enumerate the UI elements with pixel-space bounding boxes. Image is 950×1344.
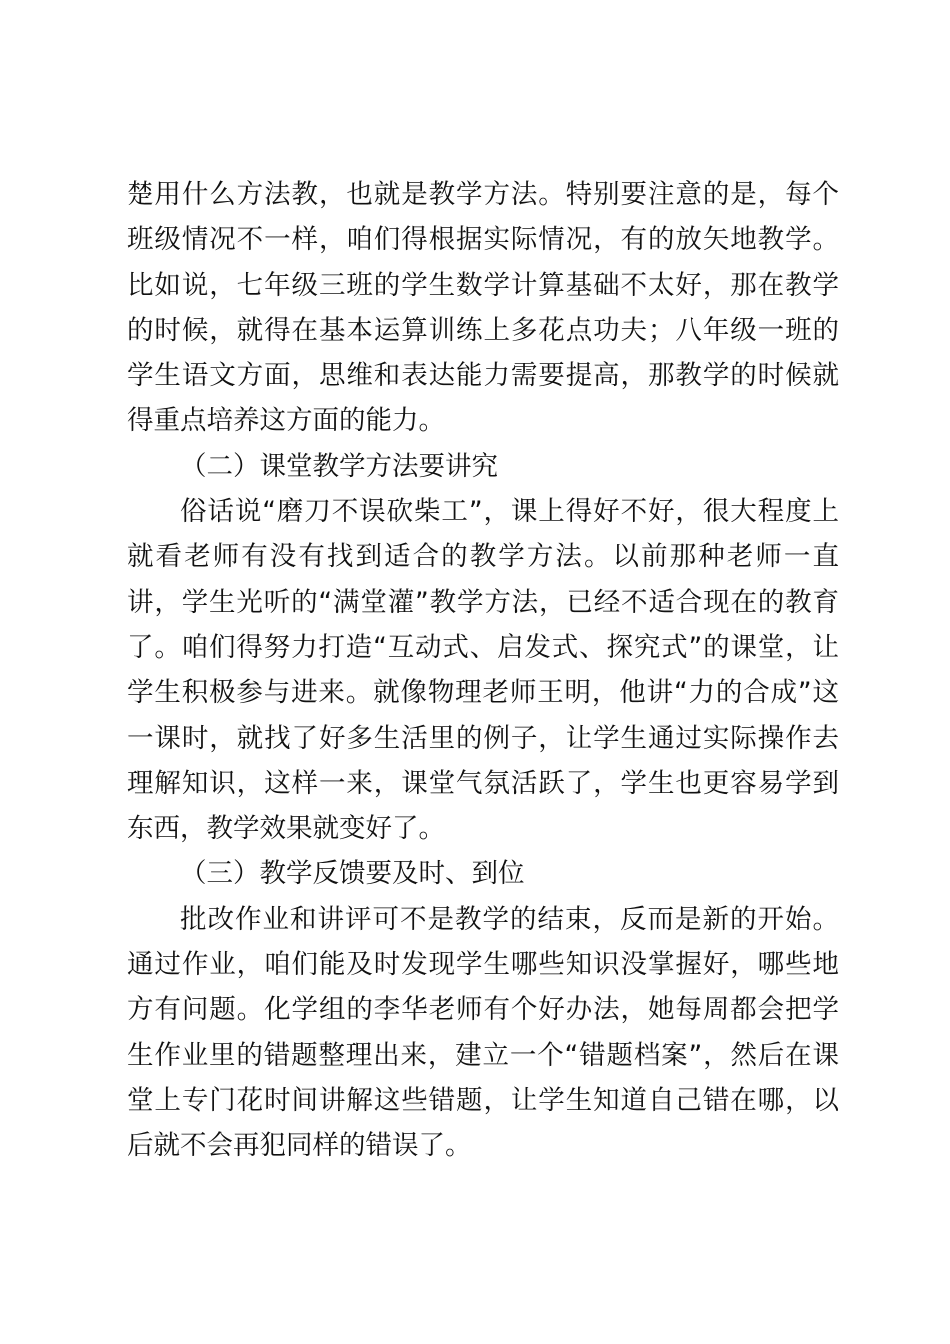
paragraph-teaching-feedback: 批改作业和讲评可不是教学的结束，反而是新的开始。通过作业，咱们能及时发现学生哪些知识没掌握好，哪些地方有问题。化学组的李华老师有个好办法，她每周都会把学生作业里的错题整理出来，建立一个“错题档案”，然后在课堂上专门花时间讲解这些错题，让学生知道自己错在哪，以后就不会再犯同样的错误了。 bbox=[127, 903, 839, 1162]
paragraph-teaching-methods: 俗话说“磨刀不误砍柴工”，课上得好不好，很大程度上就看老师有没有找到适合的教学方法。以前那种老师一直讲，学生光听的“满堂灌”教学方法，已经不适合现在的教育了。咱们得努力打造“互动式、启发式、探究式”的课堂，让学生积极参与进来。就像物理老师王明，他讲“力的合成”这一课时，就找了好多生活里的例子，让学生通过实际操作去理解知识，这样一来，课堂气氛活跃了，学生也更容易学到东西，教学效果就变好了。 bbox=[127, 496, 839, 845]
section-heading-3: （三）教学反馈要及时、到位 bbox=[180, 858, 525, 890]
paragraph-continued: 楚用什么方法教，也就是教学方法。特别要注意的是，每个班级情况不一样，咱们得根据实际情况，有的放矢地教学。比如说，七年级三班的学生数学计算基础不太好，那在教学的时候，就得在基本运算训练上多花点功夫；八年级一班的学生语文方面，思维和表达能力需要提高，那教学的时候就得重点培养这方面的能力。 bbox=[127, 179, 839, 437]
section-heading-2: （二）课堂教学方法要讲究 bbox=[180, 450, 498, 482]
document-body bbox=[127, 172, 839, 1169]
